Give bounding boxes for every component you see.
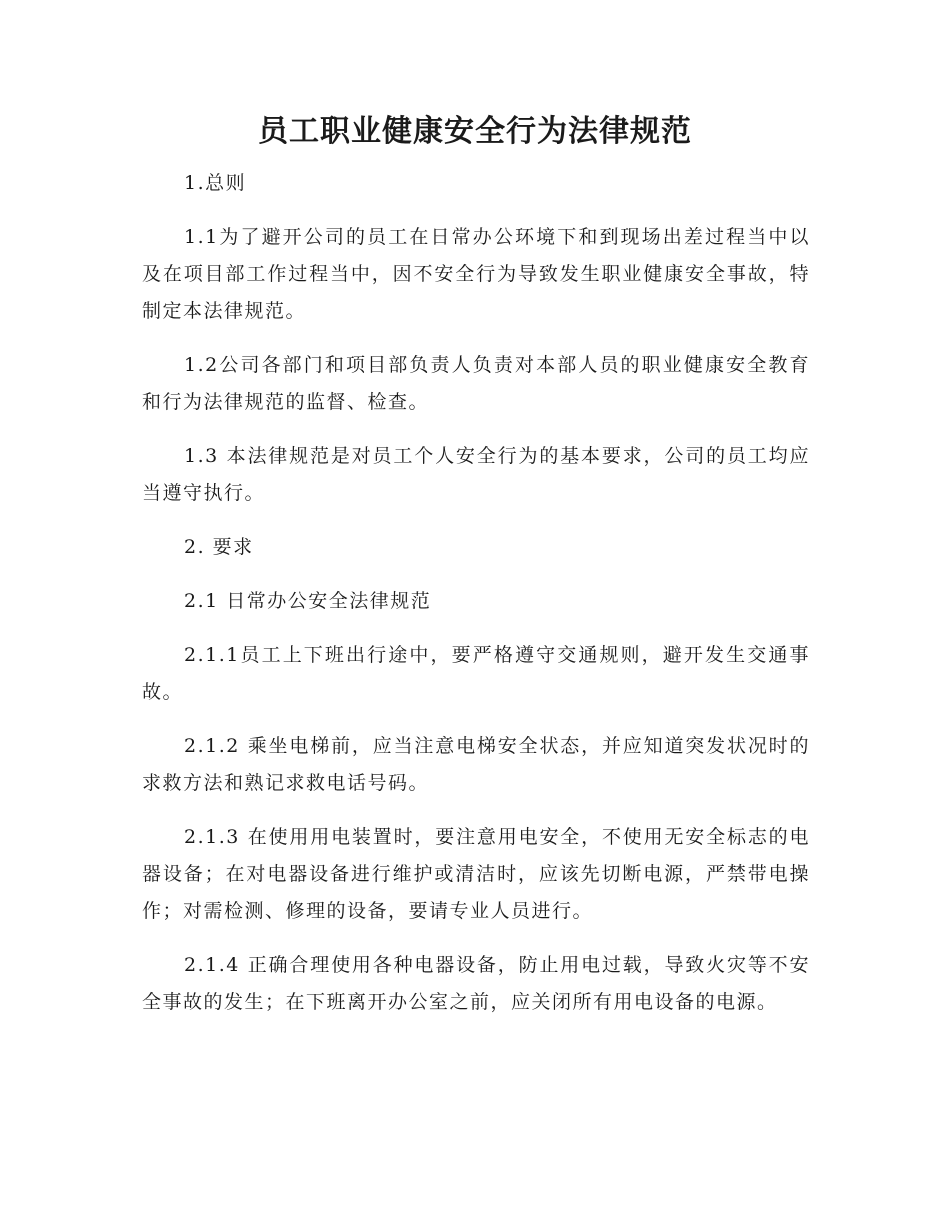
paragraph-2-1-4: 2.1.4 正确合理使用各种电器设备，防止用电过载，导致火灾等不安全事故的发生；在下班离开办公室之前，应关闭所有用电设备的电源。: [142, 954, 810, 1013]
paragraph-2-1-3: 2.1.3 在使用用电装置时，要注意用电安全，不使用无安全标志的电器设备；在对电器设备进行维护或清洁时，应该先切断电源，严禁带电操作；对需检测、修理的设备，要请专业人员进行。: [142, 826, 810, 922]
document-body: [142, 165, 810, 1038]
paragraph-2-1-1: 2.1.1员工上下班出行途中，要严格遵守交通规则，避开发生交通事故。: [142, 644, 810, 703]
subsection-heading-office-safety: 2.1 日常办公安全法律规范: [184, 590, 432, 612]
section-heading-general: 1.总则: [184, 172, 247, 194]
paragraph-1-1: 1.1为了避开公司的员工在日常办公环境下和到现场出差过程当中以及在项目部工作过程当中，因不安全行为导致发生职业健康安全事故，特制定本法律规范。: [142, 226, 810, 322]
document-title: 员工职业健康安全行为法律规范: [258, 114, 692, 149]
paragraph-1-3: 1.3 本法律规范是对员工个人安全行为的基本要求，公司的员工均应当遵守执行。: [142, 445, 810, 504]
paragraph-2-1-2: 2.1.2 乘坐电梯前，应当注意电梯安全状态，并应知道突发状况时的求救方法和熟记求救电话号码。: [142, 735, 810, 794]
section-heading-requirements: 2. 要求: [184, 536, 254, 558]
paragraph-1-2: 1.2公司各部门和项目部负责人负责对本部人员的职业健康安全教育和行为法律规范的监督、检查。: [142, 354, 810, 413]
